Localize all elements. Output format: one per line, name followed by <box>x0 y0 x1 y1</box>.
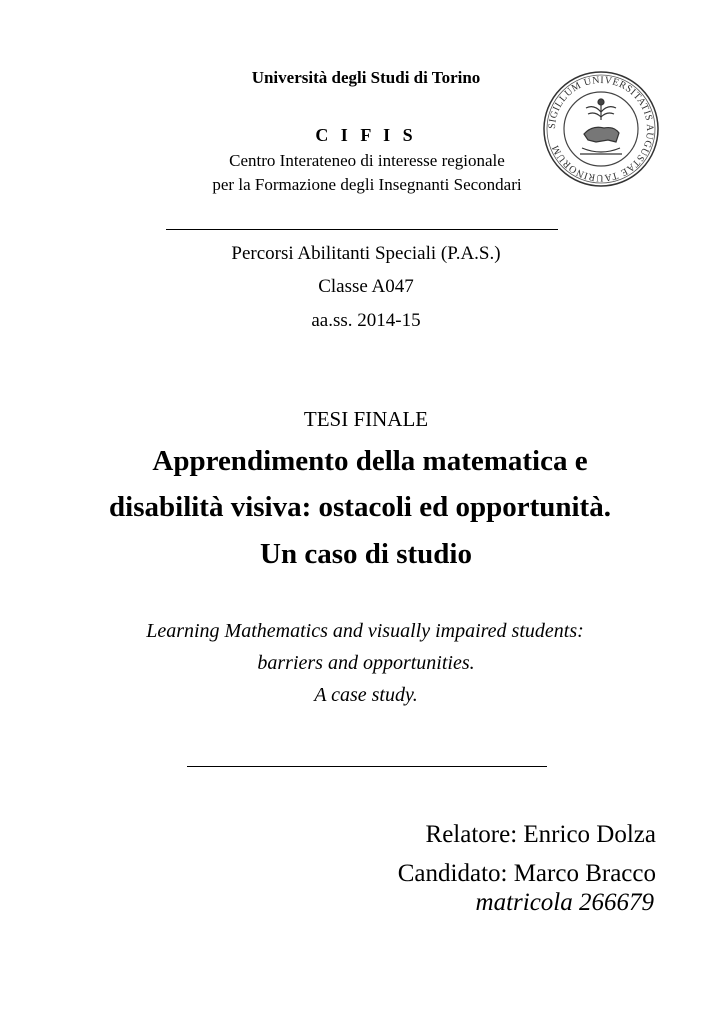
thesis-label: TESI FINALE <box>303 407 429 431</box>
thesis-title-line3: Un caso di studio <box>260 538 472 570</box>
thesis-title-line1: Apprendimento della matematica e <box>152 445 588 477</box>
university-name: Università degli Studi di Torino <box>251 68 481 87</box>
academic-year: aa.ss. 2014-15 <box>311 310 421 331</box>
centre-name-line1: Centro Interateneo di interesse regionale <box>229 151 505 170</box>
cifis-acronym: C I F I S <box>315 125 417 145</box>
english-title-line1: Learning Mathematics and visually impaired students: <box>146 620 584 642</box>
centre-name-line2: per la Formazione degli Insegnanti Secondari <box>212 175 522 194</box>
english-title-line2: barriers and opportunities. <box>257 652 475 674</box>
english-title-line3: A case study. <box>314 684 418 706</box>
thesis-title-line2: disabilità visiva: ostacoli ed opportunità. <box>109 491 611 523</box>
student-id: matricola 266679 <box>475 889 654 916</box>
supervisor-line: Relatore: Enrico Dolza <box>425 821 656 848</box>
top-divider <box>166 229 558 230</box>
candidate-line: Candidato: Marco Bracco <box>397 860 656 887</box>
bottom-divider <box>187 766 547 767</box>
program-name: Percorsi Abilitanti Speciali (P.A.S.) <box>231 243 501 264</box>
class-code: Classe A047 <box>318 276 414 297</box>
seal-ring-text: SIGILLUM UNIVERSITATIS AUGUSTAE TAURINORUM <box>546 74 656 184</box>
